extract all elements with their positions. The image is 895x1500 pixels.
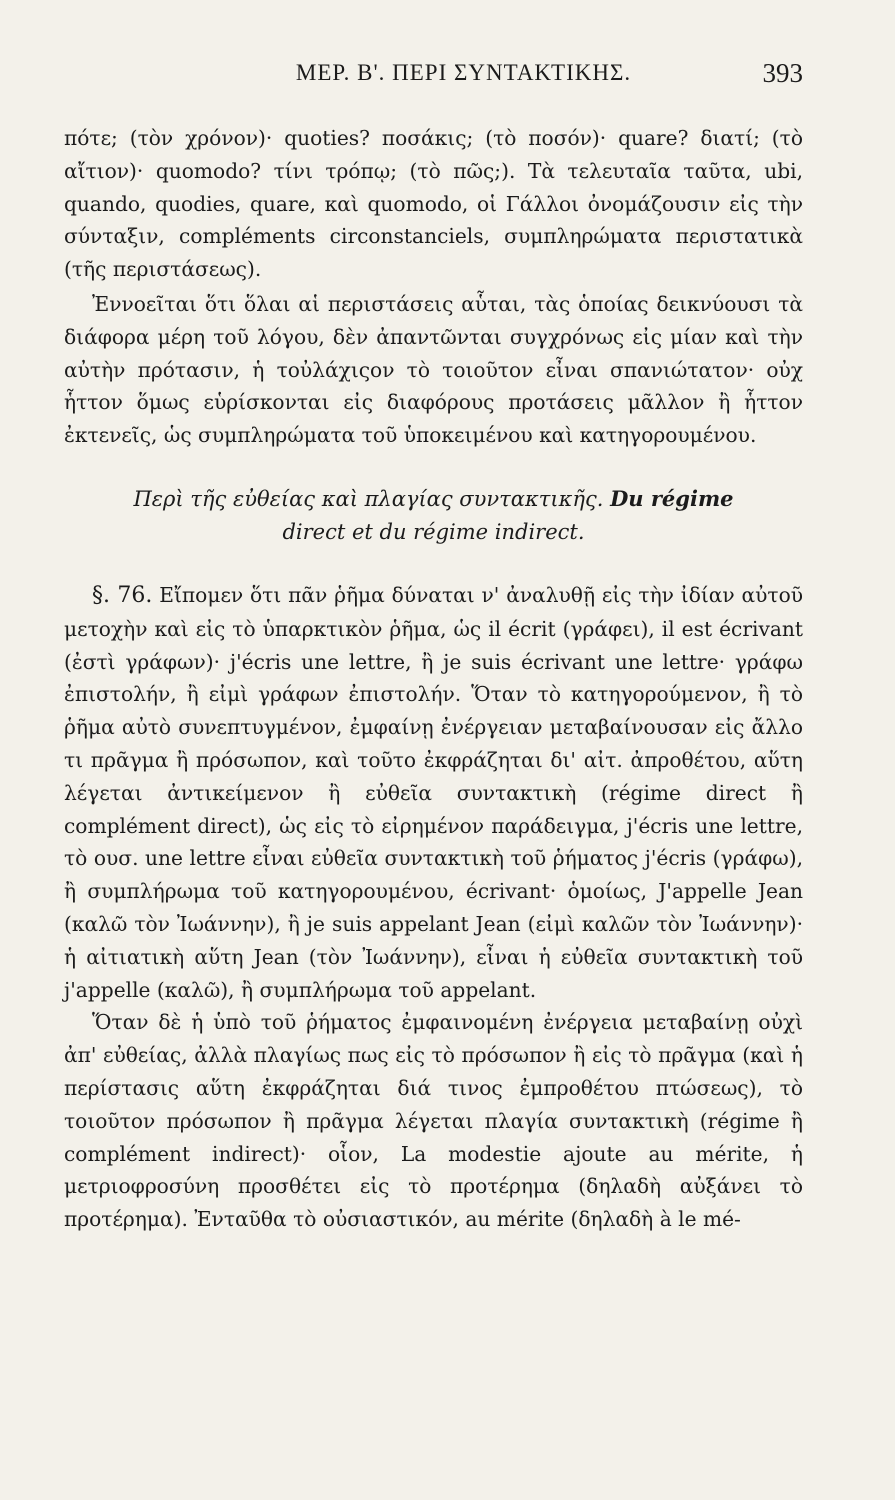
paragraph-2: Ἐννοεῖται ὅτι ὅλαι αἱ περιστάσεις αὗται, τὰς ὁποίας δεικνύουσι τὰ διάφορα μέρη τοῦ λόγου, δὲν ἀπαντῶνται συγχρόνως εἰς μίαν καὶ τὴν αὐτὴν πρότασιν, ἡ τοὐλάχιςον τὸ τοιοῦτον εἶναι σπανιώτατον· οὐχ ἧττον ὅμως εὑρίσκονται εἰς διαφόρους προτάσεις μᾶλλον ἢ ἧττον ἐκτενεῖς, ὡς συμπληρώματα τοῦ ὑποκειμένου καὶ κατηγορουμένου. [64, 291, 803, 448]
running-head: ΜΕΡ. Β'. ΠΕΡΙ ΣΥΝΤΑΚΤΙΚΗΣ. [295, 60, 632, 85]
page-number: 393 [762, 58, 803, 88]
paragraph-1: πότε; (τὸν χρόνον)· quoties? ποσάκις; (τὸ ποσόν)· quare? διατί; (τὸ αἴτιον)· quomodo? τίνι τρόπῳ; (τὸ πῶς;). Τὰ τελευταῖα ταῦτα, ubi, quando, quodies, quare, καὶ quomodo, οἱ Γάλλοι ὀνομάζουσιν εἰς τὴν σύνταξιν, compléments circonstanciels, συμπληρώματα περιστατικὰ (τῆς περιστάσεως). [64, 126, 803, 282]
section-number: §. 76. [92, 582, 153, 608]
paragraph-3 [64, 579, 803, 1006]
section-heading-greek: Περὶ τῆς εὐθείας καὶ πλαγίας συντακτικῆς. [133, 486, 604, 511]
page-header [64, 60, 803, 106]
paragraph-4: Ὅταν δὲ ἡ ὑπὸ τοῦ ῥήματος ἐμφαινομένη ἐνέργεια μεταβαίνῃ οὐχὶ ἀπ' εὐθείας, ἀλλὰ πλαγίως πως εἰς τὸ πρόσωπον ἢ εἰς τὸ πρᾶγμα (καὶ ἡ περίστασις αὕτη ἐκφράζηται διά τινος ἐμπροθέτου πτώσεως), τὸ τοιοῦτον πρόσωπον ἢ πρᾶγμα λέγεται πλαγία συντακτικὴ (régime ἢ complément indirect)· οἷον, La modestie ajoute au mérite, ἡ μετριοφροσύνη προσθέτει εἰς τὸ προτέρημα (δηλαδὴ αὐξάνει τὸ προτέρημα). Ἐνταῦθα τὸ οὐσιαστικόν, au mérite (δηλαδὴ à le mé- [64, 1010, 803, 1232]
section-heading-french-bold: Du régime [610, 485, 734, 511]
paragraph-3-text: Εἴπομεν ὅτι πᾶν ῥῆμα δύναται ν' ἀναλυθῇ εἰς τὴν ἰδίαν αὐτοῦ μετοχὴν καὶ εἰς τὸ ὑπαρκτικὸν ῥῆμα, ὡς il écrit (γράφει), il est écrivant (ἐστὶ γράφων)· j'écris une lettre, ἢ je suis écrivant une lettre· γράφω ἐπιστολήν, ἢ εἰμὶ γράφων ἐπιστολήν. Ὅταν τὸ κατηγορούμενον, ἢ τὸ ῥῆμα αὐτὸ συνεπτυγμένον, ἐμφαίνῃ ἐνέργειαν μεταβαίνουσαν εἰς ἄλλο τι πρᾶγμα ἢ πρόσωπον, καὶ τοῦτο ἐκφράζηται δι' αἰτ. ἀπροθέτου, αὕτη λέγεται ἀντικείμενον ἢ εὐθεῖα συντακτικὴ (régime direct ἢ complément direct), ὡς εἰς τὸ εἰρημένον παράδειγμα, j'écris une lettre, τὸ ουσ. une lettre εἶναι εὐθεῖα συντακτικὴ τοῦ ῥήματος j'écris (γράφω), ἢ συμπλήρωμα τοῦ κατηγορουμένου, écrivant· ὁμοίως, J'appelle Jean (καλῶ τὸν Ἰωάννην), ἢ je suis appelant Jean (εἰμὶ καλῶν τὸν Ἰωάννην)· ἡ αἰτιατικὴ αὕτη Jean (τὸν Ἰωάννην), εἶναι ἡ εὐθεῖα συντακτικὴ τοῦ j'appelle (καλῶ), ἢ συμπλήρωμα τοῦ appelant. [64, 582, 803, 1002]
section-heading [64, 482, 803, 549]
section-heading-french: direct et du régime indirect. [282, 519, 585, 544]
body-text [64, 122, 803, 1236]
